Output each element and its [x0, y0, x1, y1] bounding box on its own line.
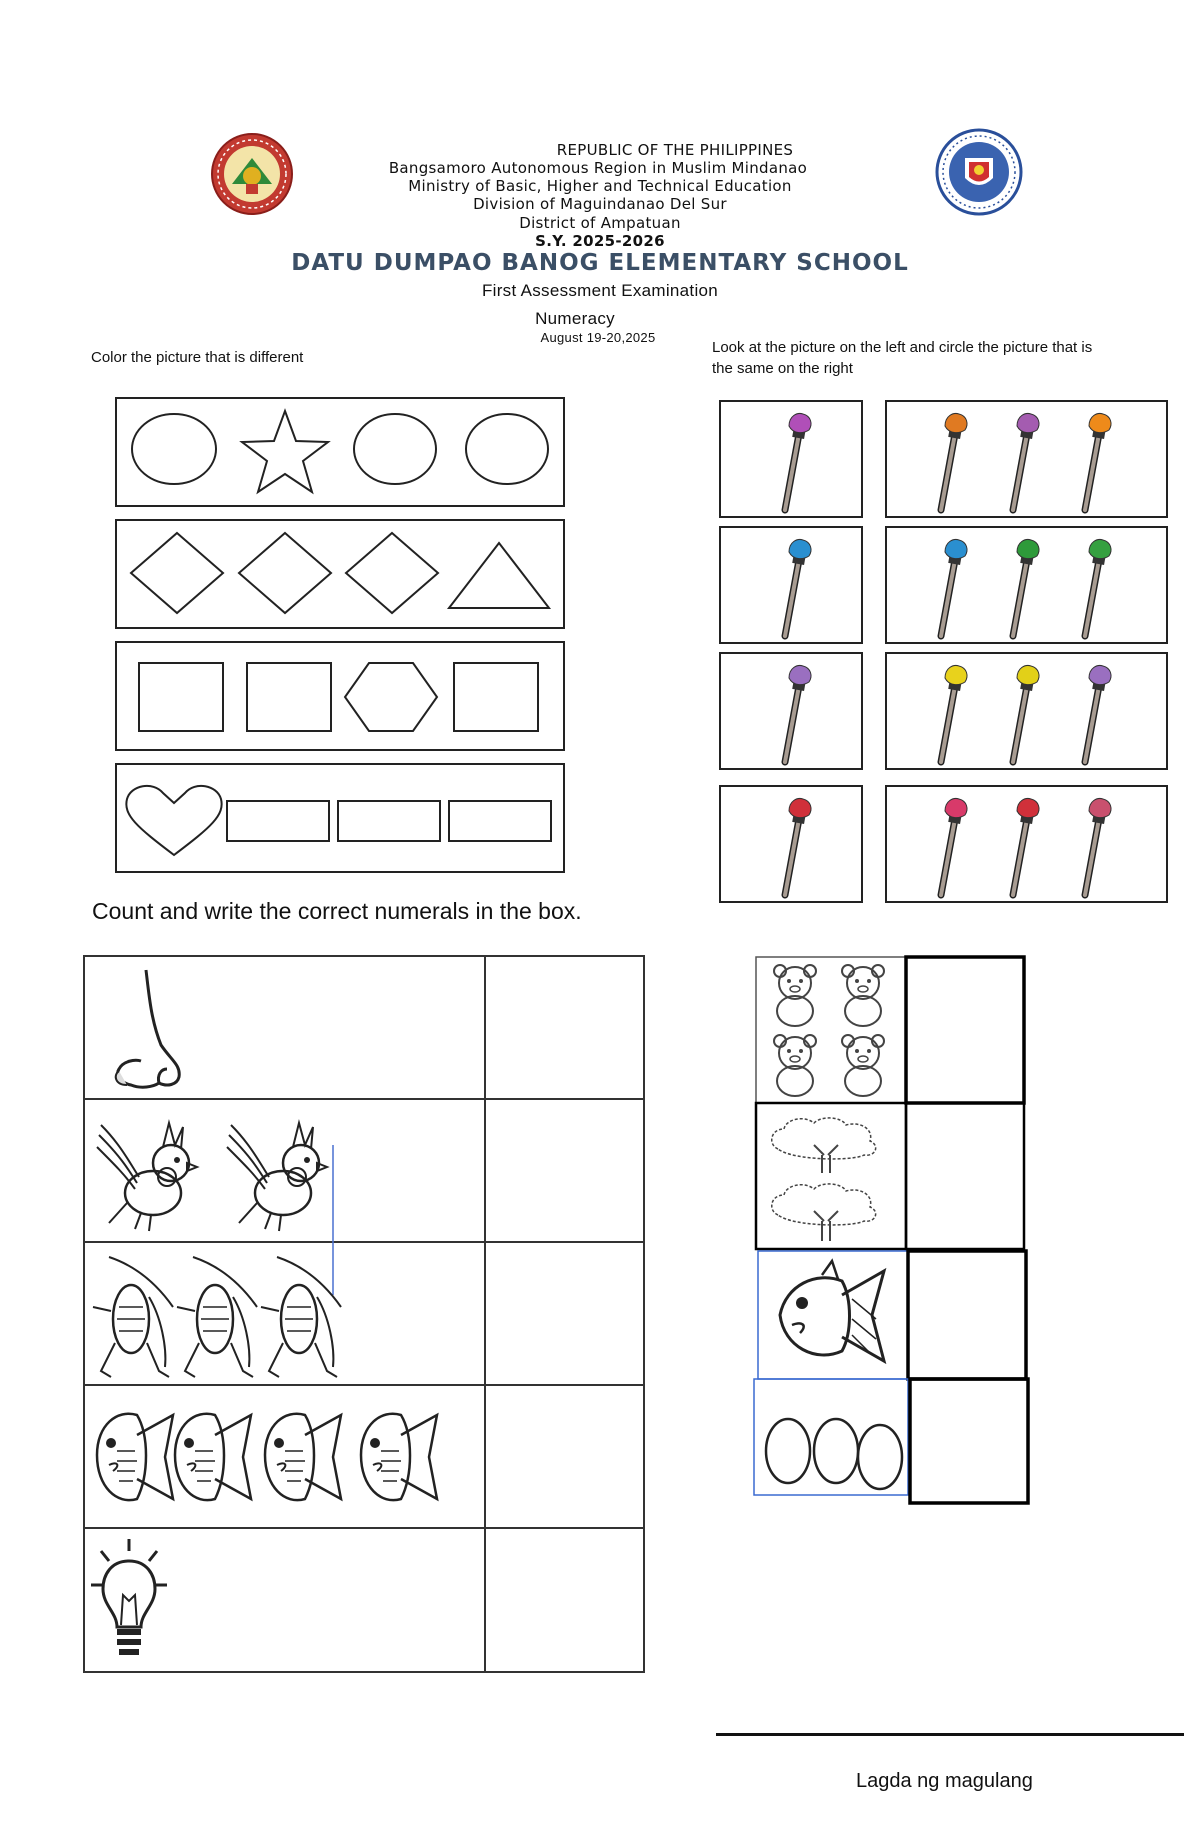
- shape-row-3: [115, 641, 565, 751]
- count-table-right: [750, 955, 1030, 1505]
- paintbrush-choice-icon[interactable]: [929, 797, 969, 897]
- paintbrush-icon: [773, 412, 813, 512]
- fish-icon: [165, 1395, 255, 1521]
- paintbrush-choice-icon[interactable]: [1073, 412, 1113, 512]
- circle-shape: [466, 414, 548, 484]
- signature-line: [716, 1733, 1184, 1736]
- star-shape: [242, 411, 328, 492]
- count-instruction: Count and write the correct numerals in the box.: [92, 898, 582, 924]
- square-shape: [247, 663, 331, 731]
- rectangle-shape: [449, 801, 551, 841]
- teddy-bear-icon: [762, 1031, 828, 1099]
- grasshopper-icon: [89, 1247, 179, 1383]
- match-target-box: [719, 652, 863, 770]
- shape-row-2: [115, 519, 565, 629]
- teddy-bear-icon: [762, 961, 828, 1029]
- paintbrush-choice-icon[interactable]: [929, 412, 969, 512]
- paintbrush-choice-icon[interactable]: [1073, 664, 1113, 764]
- paintbrush-choice-icon[interactable]: [929, 538, 969, 638]
- match-instruction-1: Look at the picture on the left and circle the picture that is: [712, 339, 1093, 356]
- fish-icon: [772, 1259, 892, 1375]
- paintbrush-choice-icon[interactable]: [1001, 664, 1041, 764]
- tree-icon: [764, 1181, 894, 1245]
- heart-shape: [126, 786, 221, 855]
- paintbrush-choice-icon[interactable]: [929, 664, 969, 764]
- header-ministry: Ministry of Basic, Higher and Technical Education: [408, 177, 792, 195]
- color-instruction: Color the picture that is different: [91, 349, 304, 366]
- paintbrush-icon: [773, 538, 813, 638]
- diamond-shape: [239, 533, 331, 613]
- rectangle-shape: [338, 801, 440, 841]
- match-target-box: [719, 400, 863, 518]
- paintbrush-choice-icon[interactable]: [1001, 797, 1041, 897]
- header-school-year: S.Y. 2025-2026: [535, 232, 665, 250]
- count-table: [83, 955, 645, 1673]
- paintbrush-choice-icon[interactable]: [1001, 538, 1041, 638]
- egg-icon: [760, 1395, 910, 1495]
- match-choices-box: [885, 526, 1168, 644]
- circle-shape: [354, 414, 436, 484]
- fish-icon: [255, 1395, 345, 1521]
- signature-label: Lagda ng magulang: [856, 1770, 1033, 1792]
- teddy-bear-icon: [830, 1031, 896, 1099]
- header-district: District of Ampatuan: [519, 214, 681, 232]
- nose-icon: [101, 965, 201, 1095]
- match-target-box: [719, 785, 863, 903]
- lightbulb-icon: [89, 1535, 169, 1665]
- header-division: Division of Maguindanao Del Sur: [473, 195, 727, 213]
- tree-icon: [764, 1115, 894, 1177]
- match-target-box: [719, 526, 863, 644]
- subject-title: Numeracy: [535, 309, 615, 328]
- paintbrush-choice-icon[interactable]: [1073, 797, 1113, 897]
- grasshopper-icon: [257, 1247, 347, 1383]
- shape-row-4: [115, 763, 565, 873]
- exam-date: August 19-20,2025: [540, 330, 656, 345]
- paintbrush-icon: [773, 797, 813, 897]
- paintbrush-icon: [773, 664, 813, 764]
- bird-icon: [221, 1105, 331, 1237]
- fish-icon: [351, 1395, 441, 1521]
- paintbrush-choice-icon[interactable]: [1001, 412, 1041, 512]
- grasshopper-icon: [173, 1247, 263, 1383]
- match-instruction-2: the same on the right: [712, 360, 853, 377]
- school-name: DATU DUMPAO BANOG ELEMENTARY SCHOOL: [291, 250, 909, 276]
- match-choices-box: [885, 785, 1168, 903]
- square-shape: [139, 663, 223, 731]
- fish-icon: [87, 1395, 177, 1521]
- diamond-shape: [346, 533, 438, 613]
- shape-row-1: [115, 397, 565, 507]
- match-choices-box: [885, 652, 1168, 770]
- circle-shape: [132, 414, 216, 484]
- diamond-shape: [131, 533, 223, 613]
- match-choices-box: [885, 400, 1168, 518]
- bird-icon: [91, 1105, 201, 1237]
- hexagon-shape: [345, 663, 437, 731]
- paintbrush-choice-icon[interactable]: [1073, 538, 1113, 638]
- triangle-shape: [449, 543, 549, 608]
- header-region: Bangsamoro Autonomous Region in Muslim Mindanao: [388, 159, 808, 177]
- square-shape: [454, 663, 538, 731]
- teddy-bear-icon: [830, 961, 896, 1029]
- header-republic: REPUBLIC OF THE PHILIPPINES: [556, 141, 794, 159]
- exam-title: First Assessment Examination: [481, 281, 719, 300]
- rectangle-shape: [227, 801, 329, 841]
